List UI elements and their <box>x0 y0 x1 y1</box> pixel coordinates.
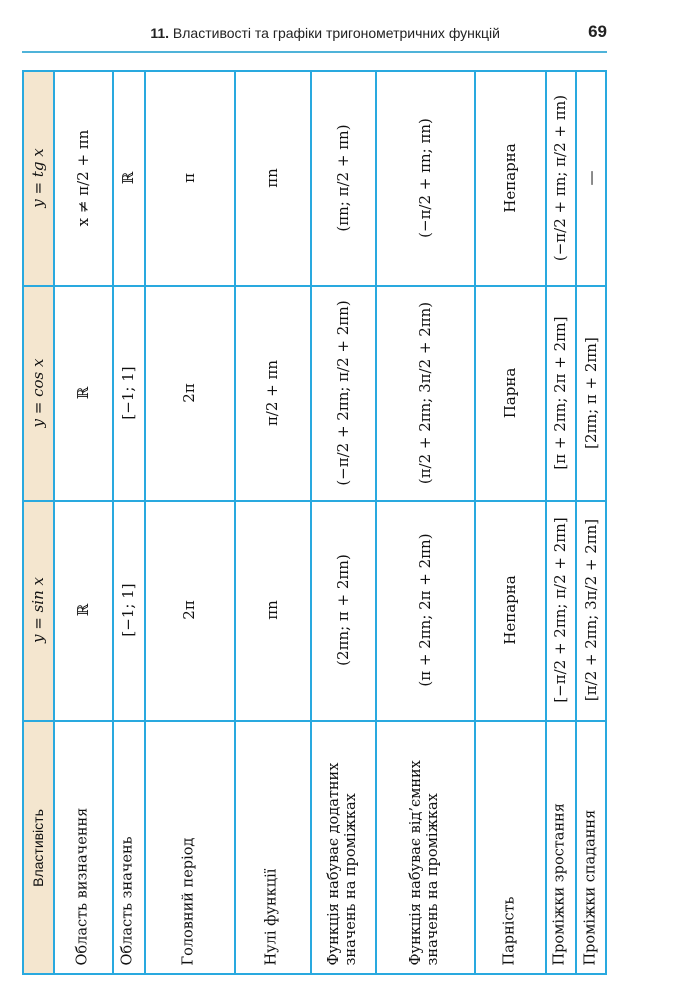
chapter-number: 11. <box>150 25 170 41</box>
row-value-5-cos-text: (π/2 + 2πn; 3π/2 + 2πn) <box>415 301 434 484</box>
row-value-5-cos <box>375 285 474 500</box>
row-value-3-tg <box>234 70 310 285</box>
grid-line-vertical <box>375 70 377 975</box>
row-label-4-text: Функція набуває додатних значень на проміжках <box>325 762 359 965</box>
grid-line-vertical <box>545 70 547 975</box>
grid-line-vertical <box>22 70 24 975</box>
row-value-5-sin <box>375 500 474 720</box>
row-label-6 <box>474 720 545 975</box>
grid-line-vertical <box>234 70 236 975</box>
row-value-2-tg-text: π <box>180 172 198 183</box>
row-value-1-sin-text: [−1; 1] <box>119 583 137 637</box>
row-value-8-tg <box>575 70 607 285</box>
row-label-5 <box>375 720 474 975</box>
column-header-3 <box>22 70 53 285</box>
row-value-8-sin-text: [π/2 + 2πn; 3π/2 + 2πn] <box>582 518 600 702</box>
row-value-1-cos-text: [−1; 1] <box>119 365 137 420</box>
row-label-3-text: Нулі функції <box>263 868 280 965</box>
chapter-heading <box>150 25 500 41</box>
row-value-8-tg-text: — <box>582 170 600 185</box>
row-value-7-sin-text: [−π/2 + 2πn; π/2 + 2πn] <box>551 517 569 703</box>
grid-line-horizontal <box>22 973 607 975</box>
row-label-7 <box>545 720 575 975</box>
grid-line-horizontal <box>22 285 607 287</box>
row-value-0-sin <box>53 500 112 720</box>
row-value-4-sin <box>310 500 375 720</box>
row-value-7-sin <box>545 500 575 720</box>
grid-line-vertical <box>53 70 55 975</box>
row-value-5-tg <box>375 70 474 285</box>
row-label-8 <box>575 720 607 975</box>
row-value-0-cos-text: ℝ <box>73 386 92 399</box>
row-value-3-cos-text: π/2 + πn <box>263 359 281 426</box>
header-rule <box>22 51 607 53</box>
row-value-8-sin <box>575 500 607 720</box>
grid-line-vertical <box>474 70 476 975</box>
row-value-0-cos <box>53 285 112 500</box>
row-value-3-sin <box>234 500 310 720</box>
row-value-6-cos <box>474 285 545 500</box>
row-value-1-tg <box>112 70 144 285</box>
column-header-2 <box>22 285 53 500</box>
row-label-2-text: Головний період <box>180 837 197 965</box>
column-header-3-text: y = tg x <box>28 147 47 208</box>
row-label-1-text: Область значень <box>119 835 136 965</box>
row-value-2-sin-text: 2π <box>180 600 198 620</box>
row-value-3-cos <box>234 285 310 500</box>
row-label-6-text: Парність <box>501 896 517 965</box>
row-value-2-cos <box>144 285 234 500</box>
row-value-6-tg <box>474 70 545 285</box>
grid-line-vertical <box>575 70 577 975</box>
row-value-8-cos-text: [2πn; π + 2πn] <box>582 336 600 449</box>
row-label-0 <box>53 720 112 975</box>
row-value-6-tg-text: Непарна <box>500 142 519 213</box>
column-header-2-text: y = cos x <box>28 358 47 427</box>
row-value-4-cos-text: (−π/2 + 2πn; π/2 + 2πn) <box>333 299 352 486</box>
grid-line-horizontal <box>22 720 607 722</box>
grid-line-horizontal <box>22 70 607 72</box>
row-label-4 <box>310 720 375 975</box>
row-value-0-sin-text: ℝ <box>73 603 92 617</box>
grid-line-vertical <box>112 70 114 975</box>
row-value-1-sin <box>112 500 144 720</box>
grid-line-vertical <box>605 70 607 975</box>
row-value-2-sin <box>144 500 234 720</box>
row-value-4-cos <box>310 285 375 500</box>
row-value-0-tg-text: x ≠ π/2 + πn <box>73 129 92 226</box>
row-value-5-sin-text: (π + 2πn; 2π + 2πn) <box>415 533 434 687</box>
row-value-5-tg-text: (−π/2 + πn; πn) <box>415 117 434 238</box>
row-label-8-text: Проміжки спадання <box>582 809 599 965</box>
column-header-0-text: Властивість <box>29 808 46 887</box>
row-label-0-text: Область визначення <box>74 807 90 965</box>
row-value-7-cos <box>545 285 575 500</box>
row-value-4-tg <box>310 70 375 285</box>
row-value-6-sin-text: Непарна <box>500 575 519 645</box>
row-value-2-cos-text: 2π <box>180 382 198 403</box>
row-value-8-cos <box>575 285 607 500</box>
row-value-7-tg <box>545 70 575 285</box>
row-value-1-cos <box>112 285 144 500</box>
row-value-1-tg-text: ℝ <box>119 171 137 184</box>
column-header-1-text: y = sin x <box>28 577 47 643</box>
row-value-2-tg <box>144 70 234 285</box>
row-value-6-cos-text: Парна <box>500 367 519 418</box>
row-value-3-sin-text: πn <box>263 600 281 620</box>
column-header-1 <box>22 500 53 720</box>
properties-table <box>22 70 607 975</box>
grid-line-vertical <box>310 70 312 975</box>
row-label-5-text: Функція набуває від’ємних значень на проміжках <box>407 759 441 965</box>
row-value-3-tg-text: πn <box>263 167 281 188</box>
page-number: 69 <box>588 22 607 41</box>
row-value-7-cos-text: [π + 2πn; 2π + 2πn] <box>551 315 569 470</box>
row-label-2 <box>144 720 234 975</box>
grid-line-vertical <box>144 70 146 975</box>
row-value-4-tg-text: (πn; π/2 + πn) <box>333 123 352 232</box>
row-label-1 <box>112 720 144 975</box>
row-value-6-sin <box>474 500 545 720</box>
row-value-7-tg-text: (−π/2 + πn; π/2 + πn) <box>551 94 569 261</box>
column-header-0 <box>22 720 53 975</box>
chapter-title: Властивості та графіки тригонометричних функцій <box>172 25 500 41</box>
row-value-0-tg <box>53 70 112 285</box>
grid-line-horizontal <box>22 500 607 502</box>
row-value-4-sin-text: (2πn; π + 2πn) <box>333 554 352 666</box>
row-label-7-text: Проміжки зростання <box>551 802 568 965</box>
page-header <box>0 14 695 50</box>
row-label-3 <box>234 720 310 975</box>
